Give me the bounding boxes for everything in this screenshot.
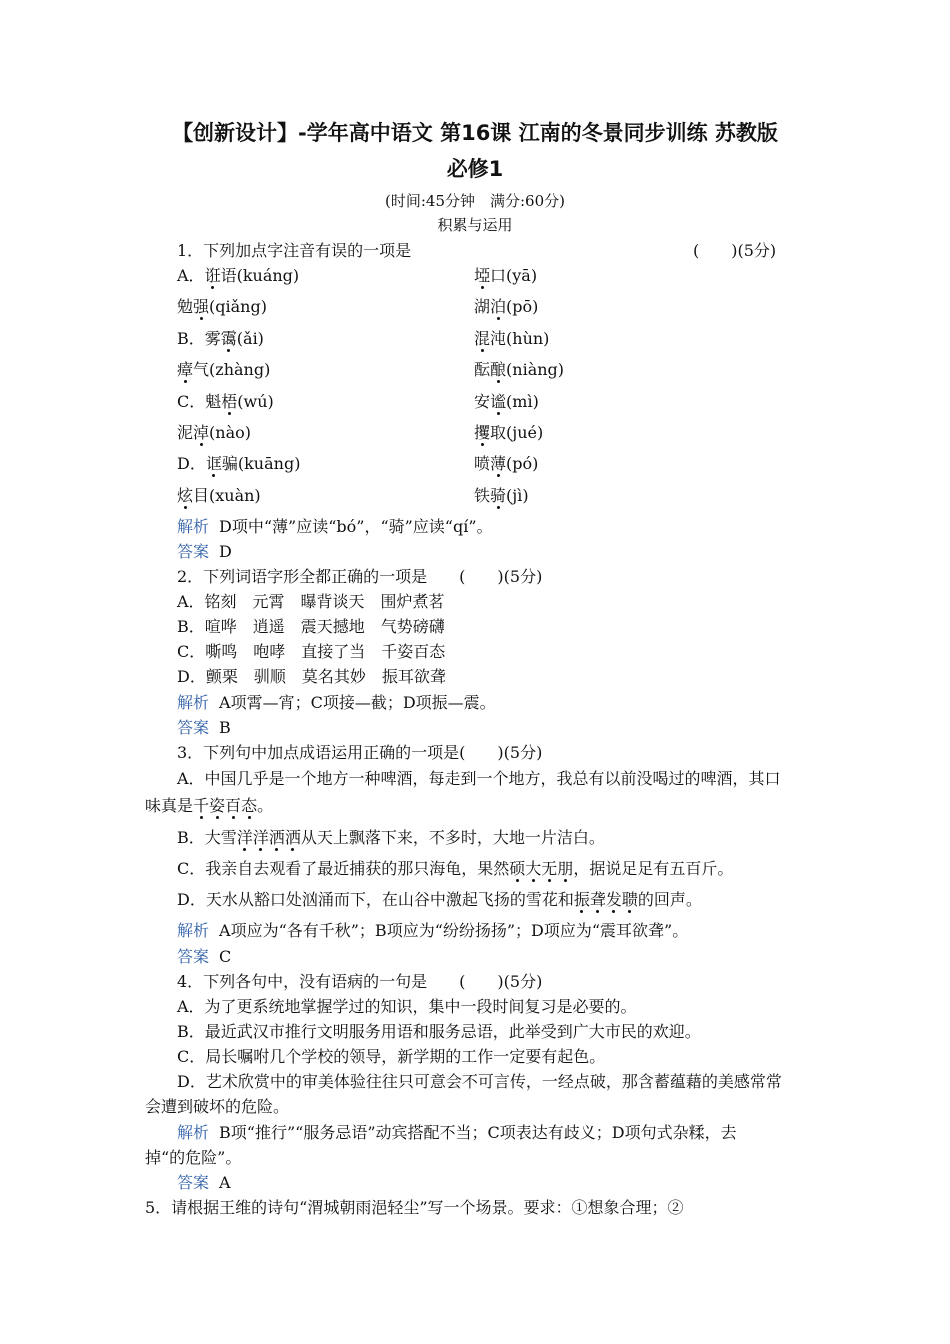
q3-stem: 3．下列句中加点成语运用正确的一项是( )(5分) bbox=[177, 743, 543, 762]
section-heading: 积累与运用 bbox=[437, 216, 513, 234]
q5-stem: 5．请根据王维的诗句“渭城朝雨浥轻尘”写一个场景。要求：①想象合理；② bbox=[145, 1198, 684, 1217]
q1-option-c1: C．魁梧(wú) bbox=[177, 392, 274, 411]
q4-option-b: B．最近武汉市推行文明服务用语和服务忌语，此举受到广大市民的欢迎。 bbox=[177, 1022, 701, 1041]
q1-answer: 答案 D bbox=[177, 542, 232, 561]
q2-option-a: A．铭刻 元霄 曝背谈天 围炉煮茗 bbox=[177, 592, 445, 611]
q4-analysis: 解析 B项“推行”“服务忌语”动宾搭配不当；C项表达有歧义；D项句式杂糅，去 bbox=[177, 1123, 737, 1142]
q1-score: ( )(5分) bbox=[693, 241, 777, 260]
answer-label: 答案 bbox=[177, 542, 210, 561]
q1-option-d1: D．诓骗(kuāng) bbox=[177, 454, 301, 473]
q4-stem: 4．下列各句中，没有语病的一句是 ( )(5分) bbox=[177, 972, 543, 991]
q1-option-a1: A．诳语(kuáng) bbox=[177, 266, 300, 285]
q3-option-c: C．我亲自去观看了最近捕获的那只海龟，果然硕大无朋，据说足足有五百斤。 bbox=[177, 859, 734, 878]
q3-option-b: B．大雪洋洋洒洒从天上飘落下来，不多时，大地一片洁白。 bbox=[177, 828, 605, 847]
q4-option-a: A．为了更系统地掌握学过的知识，集中一段时间复习是必要的。 bbox=[177, 997, 637, 1016]
q1-option-b3: 瘴气(zhàng) bbox=[177, 360, 271, 379]
q3-option-a-line2: 味真是千姿百态。 bbox=[145, 796, 274, 815]
q4-option-d-line2: 会遭到破坏的危险。 bbox=[145, 1097, 290, 1116]
q1-option-c4: 攫取(jué) bbox=[474, 423, 544, 442]
q1-analysis: 解析 D项中“薄”应读“bó”，“骑”应读“qí”。 bbox=[177, 517, 493, 536]
q4-analysis-line2: 掉“的危险”。 bbox=[145, 1148, 242, 1167]
q2-option-d: D．颤栗 驯顺 莫名其妙 振耳欲聋 bbox=[177, 667, 446, 686]
q1-option-a4: 湖泊(pō) bbox=[474, 297, 539, 316]
q1-option-d2: 喷薄(pó) bbox=[474, 454, 539, 473]
q4-option-d-line1: D．艺术欣赏中的审美体验往往只可意会不可言传，一经点破，那含蓄蕴藉的美感常常 bbox=[177, 1072, 782, 1091]
q2-analysis: 解析 A项霄—宵；C项接—截；D项振—震。 bbox=[177, 693, 496, 712]
q3-answer: 答案 C bbox=[177, 947, 232, 966]
q1-option-b2: 混沌(hùn) bbox=[474, 329, 550, 348]
doc-title-line1: 【创新设计】-学年高中语文 第16课 江南的冬景同步训练 苏教版 bbox=[172, 121, 778, 145]
analysis-label: 解析 bbox=[177, 517, 210, 536]
q4-option-c: C．局长嘱咐几个学校的领导，新学期的工作一定要有起色。 bbox=[177, 1047, 606, 1066]
q3-option-a-line1: A．中国几乎是一个地方一种啤酒，每走到一个地方，我总有以前没喝过的啤酒，其口 bbox=[177, 769, 781, 788]
q2-option-c: C．嘶鸣 咆哮 直接了当 千姿百态 bbox=[177, 642, 446, 661]
doc-meta: (时间:45分钟 满分:60分) bbox=[385, 192, 565, 210]
q1-stem: 1．下列加点字注音有误的一项是 bbox=[177, 241, 412, 260]
q2-answer: 答案 B bbox=[177, 718, 231, 737]
q3-analysis: 解析 A项应为“各有千秋”；B项应为“纷纷扬扬”；D项应为“震耳欲聋”。 bbox=[177, 921, 689, 940]
doc-title-line2: 必修1 bbox=[446, 157, 504, 181]
q1-option-d3: 炫目(xuàn) bbox=[177, 486, 261, 505]
q1-option-b4: 酝酿(niàng) bbox=[474, 360, 565, 379]
q2-stem: 2．下列词语字形全都正确的一项是 ( )(5分) bbox=[177, 567, 543, 586]
q1-option-b1: B．雾霭(ǎi) bbox=[177, 329, 264, 348]
q1-option-d4: 铁骑(jì) bbox=[474, 486, 529, 505]
q1-option-c2: 安谧(mì) bbox=[474, 392, 539, 411]
q1-option-c3: 泥淖(nào) bbox=[177, 423, 251, 442]
q4-answer: 答案 A bbox=[177, 1173, 231, 1192]
q3-option-d: D．天水从豁口处汹涌而下，在山谷中激起飞扬的雪花和振聋发聩的回声。 bbox=[177, 890, 702, 909]
q1-option-a3: 勉强(qiǎng) bbox=[177, 297, 267, 316]
q2-option-b: B．喧哗 逍遥 震天撼地 气势磅礴 bbox=[177, 617, 445, 636]
q1-option-a2: 埡口(yā) bbox=[474, 266, 538, 285]
